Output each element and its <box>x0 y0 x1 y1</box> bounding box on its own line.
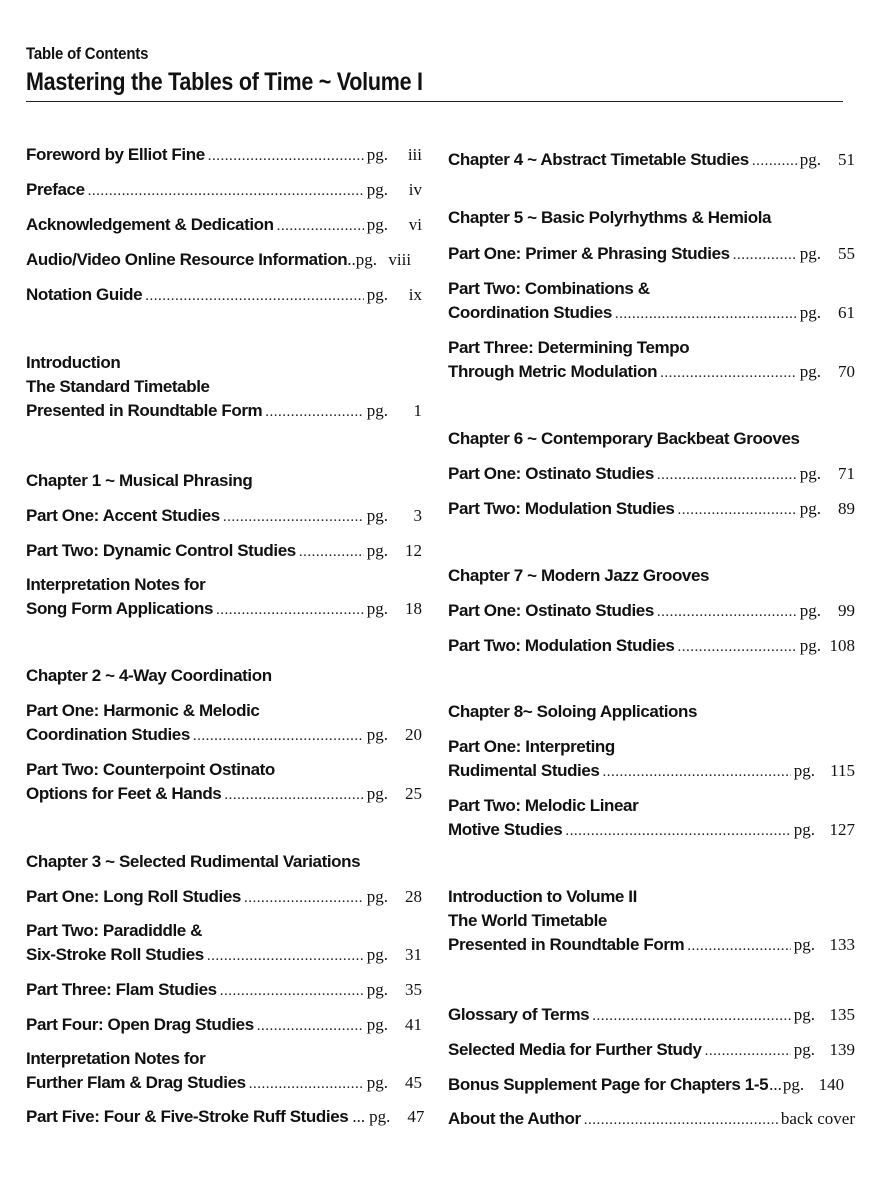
page-number: 99 <box>838 601 855 620</box>
dot-leader <box>244 890 364 907</box>
entry-title: Part One: Long Roll Studies <box>26 887 241 906</box>
chapter-heading <box>448 566 855 590</box>
dot-leader <box>687 938 790 955</box>
book-title: Mastering the Tables of Time ~ Volume I <box>26 68 423 96</box>
dot-leader <box>88 183 364 200</box>
page-number: 25 <box>405 784 422 803</box>
pg-label: pg. <box>799 150 821 169</box>
pg-label: pg. <box>782 1075 805 1094</box>
page-number: 70 <box>838 362 855 381</box>
entry-title: Part Two: Modulation Studies <box>448 499 675 518</box>
pg-label: pg. <box>793 1040 815 1059</box>
entry-title: Preface <box>26 180 85 199</box>
page-number: 47 <box>407 1107 425 1126</box>
dot-leader <box>677 502 796 519</box>
page-number: 115 <box>830 761 855 780</box>
page-number: 89 <box>838 499 855 518</box>
entry-title: Part One: Interpreting <box>448 737 615 756</box>
entry-title: Further Flam & Drag Studies <box>26 1073 246 1092</box>
entry-title: Part One: Primer & Phrasing Studies <box>448 244 730 263</box>
pg-label: pg. <box>793 935 815 954</box>
toc-entry <box>26 1107 425 1131</box>
toc-entry <box>26 760 422 808</box>
pg-label: pg. <box>366 887 388 906</box>
toc-entry <box>448 338 855 386</box>
toc-entry <box>448 150 855 174</box>
entry-title: Part One: Ostinato Studies <box>448 464 654 483</box>
pg-label: pg. <box>799 464 821 483</box>
page-number: vi <box>408 215 422 234</box>
page-number: 18 <box>405 599 422 618</box>
toc-entry <box>448 244 855 268</box>
entry-title: Part Two: Paradiddle & <box>26 921 203 940</box>
dot-leader <box>677 639 796 656</box>
page-number: back cover <box>780 1109 855 1128</box>
dot-leader <box>216 602 364 619</box>
toc-entry <box>448 464 855 488</box>
toc-entry-about-author <box>448 1109 855 1133</box>
page-number: 31 <box>405 945 422 964</box>
toc-entry-introduction <box>26 353 422 425</box>
entry-title: Part Two: Dynamic Control Studies <box>26 541 296 560</box>
chapter-heading <box>448 208 855 232</box>
pg-label: pg. <box>366 541 388 560</box>
toc-entry <box>448 737 855 785</box>
dot-leader <box>208 148 364 165</box>
entry-title: The World Timetable <box>448 911 607 930</box>
entry-title: Interpretation Notes for <box>26 575 206 594</box>
toc-entry <box>448 796 855 844</box>
toc-entry <box>26 887 422 911</box>
entry-title: Part One: Ostinato Studies <box>448 601 654 620</box>
page-number: ix <box>408 285 422 304</box>
toc-entry-bonus <box>448 1075 855 1099</box>
page-number: 28 <box>405 887 422 906</box>
toc-entry <box>26 980 422 1004</box>
pg-label: pg. <box>366 401 388 420</box>
entry-title: Audio/Video Online Resource Information <box>26 250 348 269</box>
chapter-heading <box>26 471 422 495</box>
entry-title: Acknowledgement & Dedication <box>26 215 274 234</box>
toc-entry-preface <box>26 180 422 204</box>
toc-entry <box>26 1049 422 1097</box>
dot-leader <box>733 247 797 264</box>
pg-label: pg. <box>799 636 821 655</box>
entry-title: Part Two: Melodic Linear <box>448 796 639 815</box>
dot-leader: ... <box>352 1107 366 1126</box>
page-number: 45 <box>405 1073 422 1092</box>
pg-label: pg. <box>793 1005 815 1024</box>
toc-entry <box>26 575 422 623</box>
toc-entry-foreword <box>26 145 422 169</box>
toc-entry <box>448 499 855 523</box>
entry-title: Part Three: Determining Tempo <box>448 338 690 357</box>
page-number: 140 <box>818 1075 845 1094</box>
dot-leader <box>565 823 790 840</box>
chapter-title: Chapter 4 ~ Abstract Timetable Studies <box>448 150 749 169</box>
dot-leader: ... <box>769 1075 782 1094</box>
entry-title: Part Three: Flam Studies <box>26 980 217 999</box>
entry-title: Part Two: Modulation Studies <box>448 636 675 655</box>
pg-label: pg. <box>366 145 388 164</box>
entry-title: Part Two: Counterpoint Ostinato <box>26 760 275 779</box>
toc-entry <box>26 701 422 749</box>
entry-title: Notation Guide <box>26 285 143 304</box>
dot-leader <box>265 404 363 421</box>
pg-label: pg. <box>799 303 821 322</box>
dot-leader <box>193 728 364 745</box>
entry-title: Presented in Roundtable Form <box>448 935 685 954</box>
pg-label: pg. <box>366 285 388 304</box>
dot-leader <box>657 467 797 484</box>
dot-leader <box>277 218 364 235</box>
entry-title: Part Five: Four & Five-Stroke Ruff Studies <box>26 1107 349 1126</box>
dot-leader <box>705 1043 791 1060</box>
toc-entry <box>26 921 422 969</box>
chapter-heading <box>448 702 855 726</box>
dot-leader <box>249 1076 364 1093</box>
toc-label: Table of Contents <box>26 44 149 63</box>
chapter-heading <box>26 852 422 876</box>
page-number: 135 <box>829 1005 855 1024</box>
toc-entry <box>26 541 422 565</box>
dot-leader <box>223 509 364 526</box>
dot-leader <box>660 365 797 382</box>
entry-title: Selected Media for Further Study <box>448 1040 702 1059</box>
dot-leader <box>257 1018 364 1035</box>
entry-title: Six-Stroke Roll Studies <box>26 945 204 964</box>
header-rule <box>26 101 843 102</box>
pg-label: pg. <box>799 244 821 263</box>
entry-title: Introduction to Volume II <box>448 887 637 906</box>
toc-entry-media <box>448 1040 855 1064</box>
chapter-heading <box>448 429 855 453</box>
chapter-title: Chapter 1 ~ Musical Phrasing <box>26 471 253 490</box>
pg-label: pg. <box>366 1015 388 1034</box>
pg-label: pg. <box>799 499 821 518</box>
page-number: 3 <box>413 506 422 525</box>
toc-entry-glossary <box>448 1005 855 1029</box>
pg-label: pg. <box>799 362 821 381</box>
entry-title: The Standard Timetable <box>26 377 210 396</box>
page-number: 133 <box>829 935 855 954</box>
chapter-title: Chapter 7 ~ Modern Jazz Grooves <box>448 566 710 585</box>
page-number: 139 <box>829 1040 855 1059</box>
entry-title: Options for Feet & Hands <box>26 784 222 803</box>
entry-title: Glossary of Terms <box>448 1005 590 1024</box>
pg-label: pg. <box>366 599 388 618</box>
page-number: 71 <box>838 464 855 483</box>
pg-label: pg. <box>366 506 388 525</box>
page-number: iv <box>408 180 422 199</box>
dot-leader <box>657 604 797 621</box>
toc-entry <box>26 506 422 530</box>
entry-title: Coordination Studies <box>26 725 190 744</box>
entry-title: About the Author <box>448 1109 581 1128</box>
dot-leader <box>752 153 797 170</box>
entry-title: Part Two: Combinations & <box>448 279 650 298</box>
toc-entry-intro-volume-ii <box>448 887 855 959</box>
chapter-heading <box>26 666 422 690</box>
entry-title: Interpretation Notes for <box>26 1049 206 1068</box>
entry-title: Part Four: Open Drag Studies <box>26 1015 254 1034</box>
page-number: 41 <box>405 1015 422 1034</box>
entry-title: Coordination Studies <box>448 303 612 322</box>
toc-entry <box>448 636 855 660</box>
toc-entry-notation <box>26 285 422 309</box>
pg-label: pg. <box>793 820 815 839</box>
chapter-title: Chapter 3 ~ Selected Rudimental Variations <box>26 852 361 871</box>
pg-label: pg. <box>355 250 378 269</box>
page-number: 35 <box>405 980 422 999</box>
entry-title: Foreword by Elliot Fine <box>26 145 205 164</box>
page-number: 127 <box>829 820 855 839</box>
entry-title: Bonus Supplement Page for Chapters 1-5 <box>448 1075 769 1094</box>
page-number: 1 <box>413 401 422 420</box>
entry-title: Presented in Roundtable Form <box>26 401 263 420</box>
entry-title: Rudimental Studies <box>448 761 600 780</box>
page-number: 55 <box>838 244 855 263</box>
page-number: 51 <box>838 150 855 169</box>
chapter-title: Chapter 5 ~ Basic Polyrhythms & Hemiola <box>448 208 772 227</box>
page-number: 61 <box>838 303 855 322</box>
entry-title: Part One: Harmonic & Melodic <box>26 701 260 720</box>
chapter-title: Chapter 2 ~ 4-Way Coordination <box>26 666 272 685</box>
page-number: 12 <box>405 541 422 560</box>
pg-label: pg. <box>366 784 388 803</box>
pg-label: pg. <box>366 180 388 199</box>
toc-entry-acknowledgement <box>26 215 422 239</box>
dot-leader: .. <box>347 250 356 269</box>
dot-leader <box>207 948 364 965</box>
toc-entry <box>448 601 855 625</box>
toc-entry <box>26 1015 422 1039</box>
dot-leader <box>615 306 797 323</box>
dot-leader <box>603 764 791 781</box>
pg-label: pg. <box>366 1073 388 1092</box>
pg-label: pg. <box>799 601 821 620</box>
pg-label: pg. <box>793 761 815 780</box>
pg-label: pg. <box>369 1107 391 1126</box>
pg-label: pg. <box>366 980 388 999</box>
entry-title: Part One: Accent Studies <box>26 506 220 525</box>
page-number: iii <box>407 145 422 164</box>
entry-title: Through Metric Modulation <box>448 362 658 381</box>
chapter-title: Chapter 8~ Soloing Applications <box>448 702 698 721</box>
dot-leader <box>224 787 363 804</box>
entry-title: Motive Studies <box>448 820 563 839</box>
entry-title: Song Form Applications <box>26 599 214 618</box>
dot-leader <box>299 544 364 561</box>
dot-leader <box>145 288 364 305</box>
pg-label: pg. <box>366 945 388 964</box>
pg-label: pg. <box>366 215 388 234</box>
pg-label: pg. <box>366 725 388 744</box>
dot-leader <box>592 1008 791 1025</box>
entry-title: Introduction <box>26 353 121 372</box>
dot-leader <box>584 1112 778 1129</box>
page-number: viii <box>388 250 412 269</box>
page-number: 20 <box>405 725 422 744</box>
page-number: 108 <box>829 636 855 655</box>
dot-leader <box>220 983 364 1000</box>
toc-entry-audio-video <box>26 250 422 274</box>
chapter-title: Chapter 6 ~ Contemporary Backbeat Grooves <box>448 429 800 448</box>
toc-entry <box>448 279 855 327</box>
